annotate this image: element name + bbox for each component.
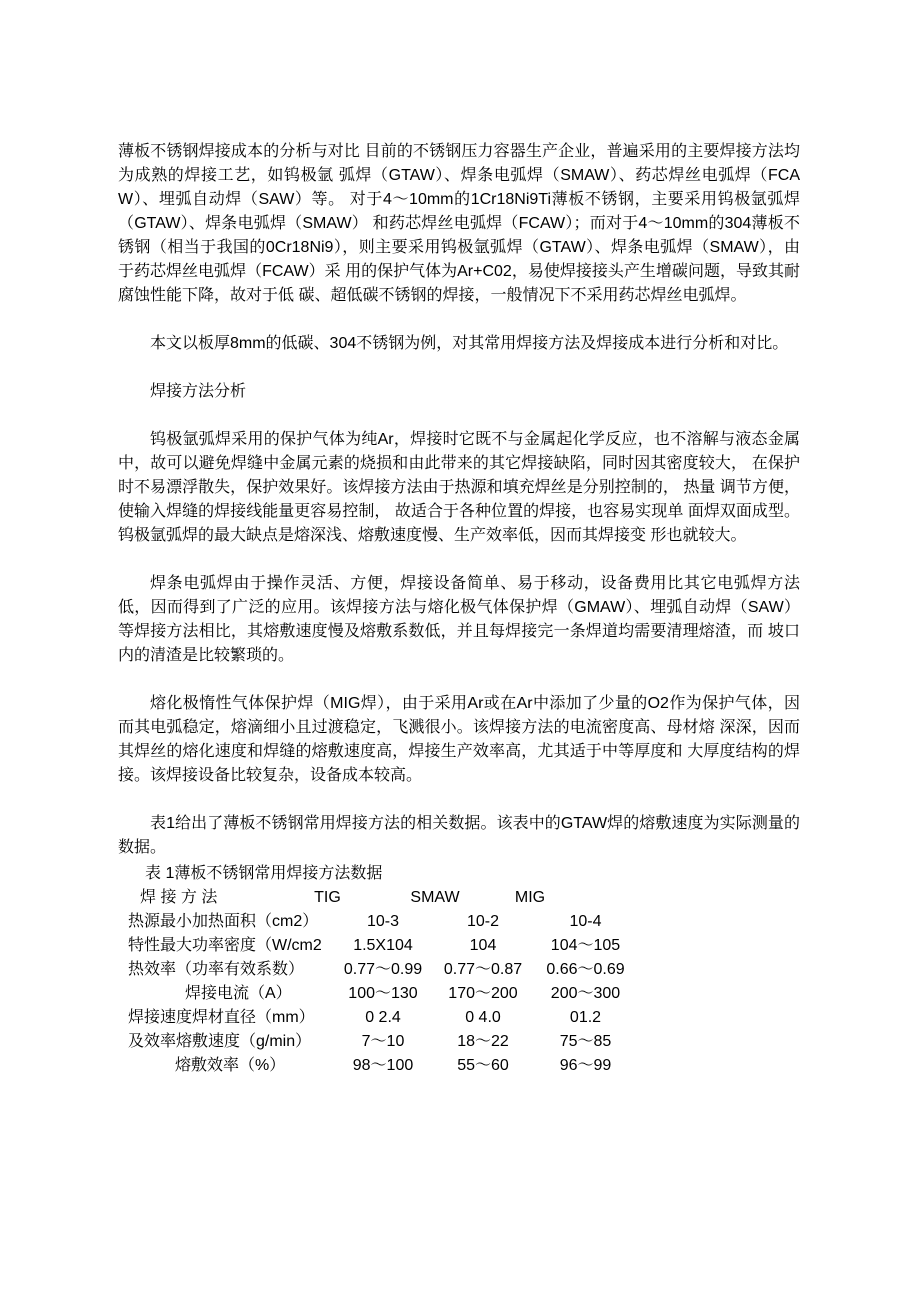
- table-header-row: [118, 886, 800, 910]
- value-smaw: 10-2: [466, 913, 500, 930]
- value-smaw: 18〜22: [457, 1033, 509, 1050]
- paragraph-mig: 熔化极惰性气体保护焊（MIG焊），由于采用Ar或在Ar中添加了少量的O2作为保护气体，因而其电弧稳定，熔滴细小且过渡稳定，飞溅很小。该焊接方法的电流密度高、母材熔 深深，因而其焊丝的熔化速度和焊缝的熔敷速度高，焊接生产效率高，尤其适于中等厚度和 大厚度结构的焊接。该焊接设备比较复杂，设备成本较高。: [118, 695, 800, 784]
- row-label: 焊接速度焊材直径（mm）: [128, 1009, 315, 1026]
- table-row: [118, 1006, 800, 1030]
- row-label: 焊接电流（A）: [185, 985, 292, 1002]
- value-tig: 0 2.4: [365, 1009, 401, 1026]
- row-label: 及效率熔敷速度（g/min）: [128, 1033, 312, 1050]
- table-row: [118, 1030, 800, 1054]
- header-col-smaw: SMAW: [410, 889, 460, 906]
- row-label: 热效率（功率有效系数）: [128, 961, 305, 978]
- value-tig: 7〜10: [361, 1033, 405, 1050]
- paragraph-overview: 本文以板厚8mm的低碳、304不锈钢为例，对其常用焊接方法及焊接成本进行分析和对比。: [150, 335, 789, 352]
- value-smaw: 55〜60: [457, 1057, 509, 1074]
- table-row: [118, 910, 800, 934]
- paragraph-intro: 薄板不锈钢焊接成本的分析与对比 目前的不锈钢压力容器生产企业，普遍采用的主要焊接方法均为成熟的焊接工艺，如钨极氩 弧焊（GTAW）、焊条电弧焊（SMAW）、药芯焊丝电弧焊（FCAW）、埋弧自动焊（SAW）等。 对于4〜10mm的1Cr18Ni9Ti薄板不锈钢，主要采用钨极氩弧焊（GTAW）、焊条电弧焊（SMAW） 和药芯焊丝电弧焊（FCAW）；而对于4〜10mm的304薄板不锈钢（相当于我国的0Cr18Ni9），则主要采用钨极氩弧焊（GTAW）、焊条电弧焊（SMAW），由于药芯焊丝电弧焊（FCAW）采 用的保护气体为Ar+C02，易使焊接接头产生增碳问题，导致其耐腐蚀性能下降，故对于低 碳、超低碳不锈钢的焊接，一般情况下不采用药芯焊丝电弧焊。: [118, 143, 800, 304]
- header-method-label: 焊 接 方 法: [140, 889, 218, 906]
- value-tig: 100〜130: [348, 985, 418, 1002]
- value-mig: 01.2: [569, 1009, 602, 1026]
- row-label: 热源最小加热面积（cm2）: [128, 913, 319, 930]
- row-label: 熔敷效率（%）: [175, 1057, 286, 1074]
- value-smaw: 104: [469, 937, 497, 954]
- value-tig: 0.77〜0.99: [343, 961, 423, 978]
- row-label: 特性最大功率密度（W/cm2: [128, 937, 322, 954]
- value-mig: 75〜85: [559, 1033, 612, 1050]
- value-smaw: 0.77〜0.87: [443, 961, 523, 978]
- value-smaw: 170〜200: [448, 985, 518, 1002]
- value-mig: 10-4: [569, 913, 602, 930]
- section-heading: 焊接方法分析: [150, 383, 247, 400]
- table-row: [118, 958, 800, 982]
- header-col-mig: MIG: [514, 889, 546, 906]
- welding-methods-table: [118, 886, 800, 1078]
- value-tig: 98〜100: [352, 1057, 414, 1074]
- paragraph-table-intro: 表1给出了薄板不锈钢常用焊接方法的相关数据。该表中的GTAW焊的熔敷速度为实际测量的数据。: [118, 815, 800, 856]
- table-row: [118, 1054, 800, 1078]
- value-tig: 1.5X104: [353, 937, 413, 954]
- header-col-tig: TIG: [314, 889, 341, 906]
- table-caption: 表 1薄板不锈钢常用焊接方法数据: [145, 865, 383, 882]
- value-mig: 0.66〜0.69: [546, 961, 625, 978]
- table-row: [118, 934, 800, 958]
- value-tig: 10-3: [366, 913, 400, 930]
- value-mig: 200〜300: [550, 985, 621, 1002]
- value-mig: 96〜99: [559, 1057, 612, 1074]
- table-row: [118, 982, 800, 1006]
- paragraph-smaw: 焊条电弧焊由于操作灵活、方便，焊接设备简单、易于移动，设备费用比其它电弧焊方法低，因而得到了广泛的应用。该焊接方法与熔化极气体保护焊（GMAW）、埋弧自动焊（SAW） 等焊接方法相比，其熔敷速度慢及熔敷系数低，并且每焊接完一条焊道均需要清理熔渣，而 坡口内的清渣是比较繁琐的。: [118, 575, 800, 664]
- value-smaw: 0 4.0: [465, 1009, 501, 1026]
- value-mig: 104〜105: [550, 937, 621, 954]
- paragraph-gtaw: 钨极氩弧焊采用的保护气体为纯Ar，焊接时它既不与金属起化学反应，也不溶解与液态金属中，故可以避免焊缝中金属元素的烧损和由此带来的其它焊接缺陷，同时因其密度较大， 在保护时不易漂浮散失，保护效果好。该焊接方法由于热源和填充焊丝是分别控制的， 热量 调节方便，使输入焊缝的焊接线能量更容易控制， 故适合于各种位置的焊接，也容易实现单 面焊双面成型。钨极氩弧焊的最大缺点是熔深浅、熔敷速度慢、生产效率低，因而其焊接变 形也就较大。: [118, 431, 800, 544]
